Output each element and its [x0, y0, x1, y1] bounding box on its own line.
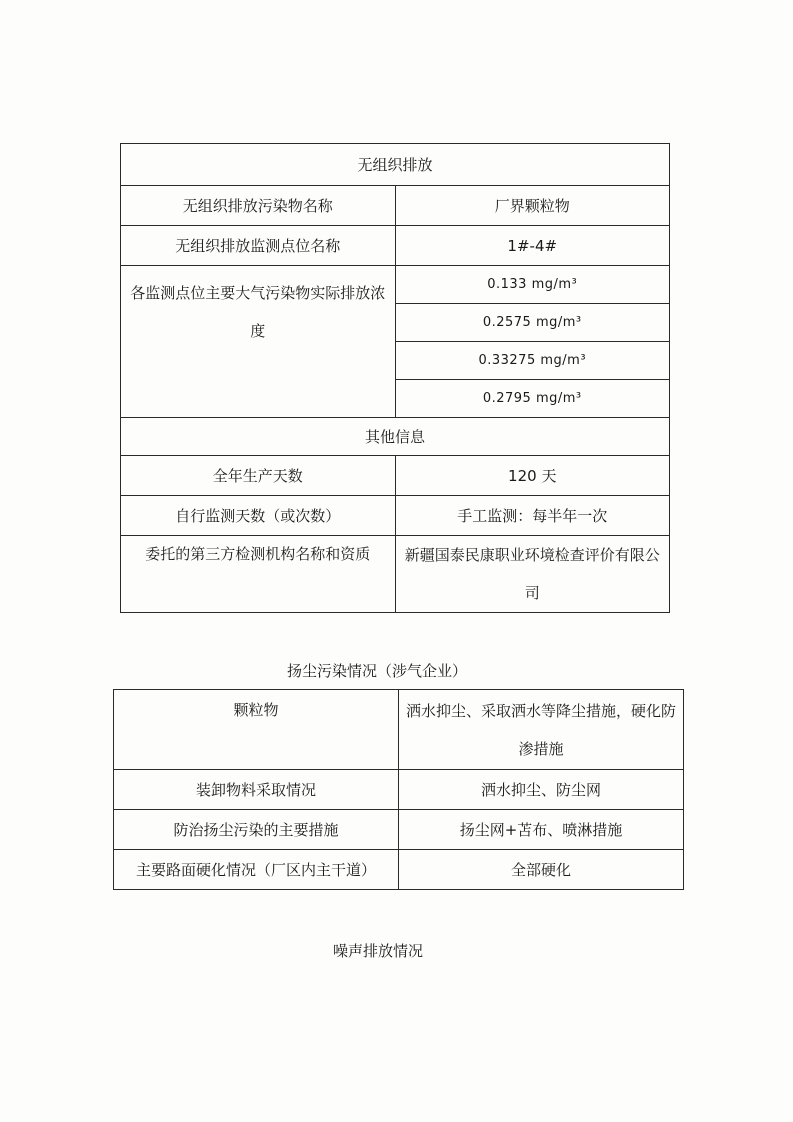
concentration-value: 0.2575 mg/m³ [395, 304, 670, 342]
concentration-value: 0.133 mg/m³ [395, 266, 670, 304]
third-party-agency-label: 委托的第三方检测机构名称和资质 [121, 536, 396, 613]
pollutant-name-label: 无组织排放污染物名称 [121, 186, 396, 226]
dust-pollution-caption: 扬尘污染情况（涉气企业） [287, 662, 468, 680]
fugitive-emission-table [120, 143, 670, 613]
road-hardening-value: 全部硬化 [399, 850, 684, 890]
pollutant-name-value: 厂界颗粒物 [395, 186, 670, 226]
loading-unloading-value: 洒水抑尘、防尘网 [399, 770, 684, 810]
noise-emission-caption: 噪声排放情况 [333, 942, 424, 960]
concentration-value: 0.2795 mg/m³ [395, 380, 670, 418]
loading-unloading-label: 装卸物料采取情况 [114, 770, 399, 810]
dust-prevention-label: 防治扬尘污染的主要措施 [114, 810, 399, 850]
monitoring-point-label: 无组织排放监测点位名称 [121, 226, 396, 266]
production-days-label: 全年生产天数 [121, 456, 396, 496]
self-monitoring-label: 自行监测天数（或次数） [121, 496, 396, 536]
self-monitoring-value: 手工监测：每半年一次 [395, 496, 670, 536]
particulate-value: 洒水抑尘、采取洒水等降尘措施，硬化防渗措施 [399, 690, 684, 770]
concentration-value: 0.33275 mg/m³ [395, 342, 670, 380]
concentration-label: 各监测点位主要大气污染物实际排放浓度 [121, 266, 396, 418]
road-hardening-label: 主要路面硬化情况（厂区内主干道） [114, 850, 399, 890]
other-info-header: 其他信息 [121, 418, 670, 456]
particulate-label: 颗粒物 [114, 690, 399, 770]
dust-prevention-value: 扬尘网+苫布、喷淋措施 [399, 810, 684, 850]
monitoring-point-value: 1#-4# [395, 226, 670, 266]
production-days-value: 120 天 [395, 456, 670, 496]
dust-pollution-table [113, 689, 684, 890]
fugitive-emission-header: 无组织排放 [121, 144, 670, 186]
third-party-agency-value: 新疆国泰民康职业环境检查评价有限公司 [395, 536, 670, 613]
